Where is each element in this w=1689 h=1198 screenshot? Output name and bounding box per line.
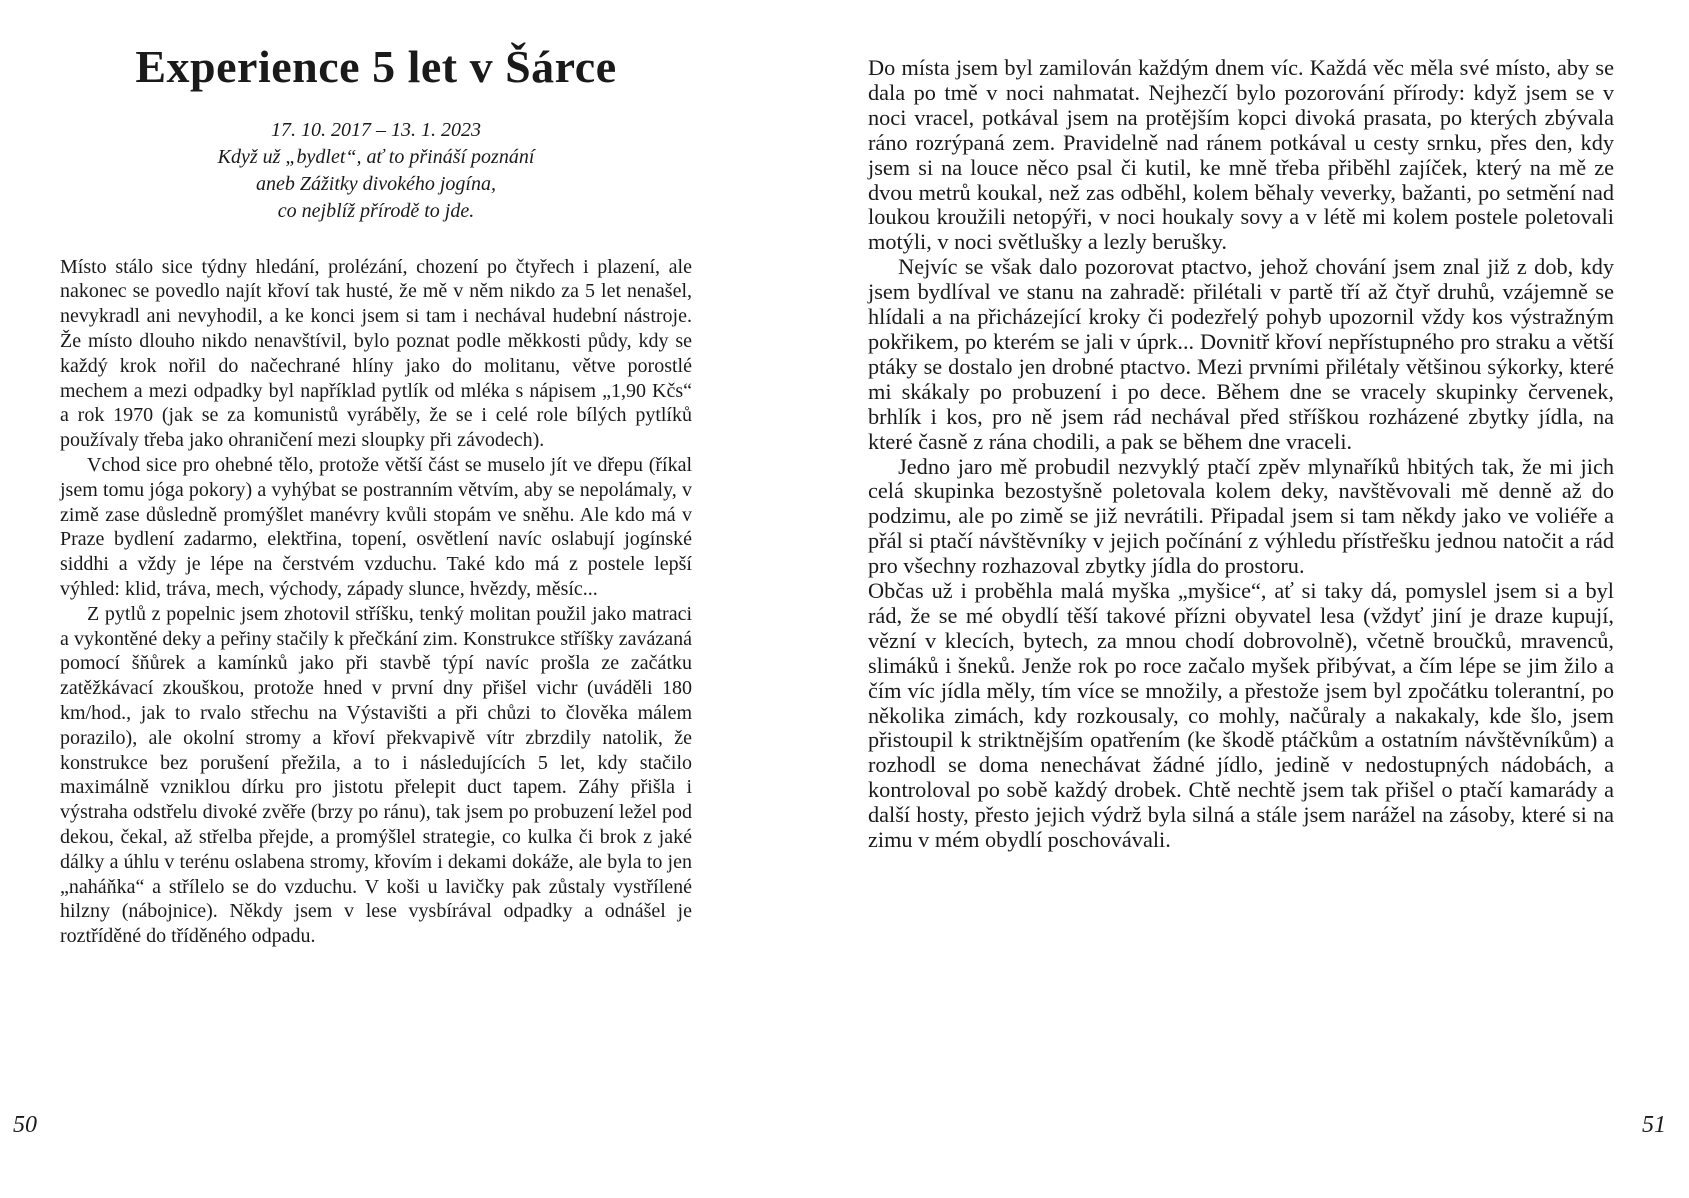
page-number-left: 50	[13, 1112, 37, 1138]
paragraph: Z pytlů z popelnic jsem zhotovil stříšku, tenký molitan použil jako matraci a vykontěné deky a peřiny stačily k přečkání zim. Konstrukce stříšky zavázaná pomocí šňůrek a kamínků jako při stavbě týpí navíc prošla ze začátku zatěžkávací zkouškou, protože hned v první dny přišel vichr (uváděli 180 km/hod., jak to rvalo střechu na Výstavišti a při chůzi to člověka málem porazilo), ale okolní stromy a křoví překvapivě vítr zbrzdily natolik, že konstrukce bez porušení přežila, a to i následujících 5 let, kdy stačilo maximálně vzniklou dírku pro jistotu přelepit duct tapem. Záhy přišla i výstraha odstřelu divoké zvěře (brzy po ránu), tak jsem po probuzení ležel pod dekou, čekal, až střelba přejde, a promýšlel strategie, co kulka či brok z jaké dálky a úhlu v terénu oslabena stromy, křovím i dekami dokáže, ale byla to jen „naháňka“ a střílelo se do vzduchu. V koši u lavičky pak zůstaly vystřílené hilzny (nábojnice). Někdy jsem v lese vysbírával odpadky a odnášel je roztříděné do tříděného odpadu.	[60, 602, 692, 948]
paragraph: Nejvíc se však dalo pozorovat ptactvo, jehož chování jsem znal již z dob, kdy jsem bydlíval ve stanu na zahradě: přilétali v partě tří až čtyř druhů, vzájemně se hlídali a na přicházející kroky či podezřelý pohyb upozornil vždy kos výstražným pokřikem, po kterém se jali v úprk... Dovnitř křoví nepřístupného pro straku a větší ptáky se dostalo jen drobné ptactvo. Mezi prvními přilétaly většinou sýkorky, které mi skákaly po probuzení i po dece. Během dne se vracely skupinky červenek, brhlík i kos, pro ně jsem rád nechával před stříškou rozházené zbytky jídla, na které časně z rána chodili, a pak se během dne vraceli.	[868, 254, 1614, 454]
chapter-subtitle	[60, 117, 692, 225]
left-page	[0, 0, 760, 1198]
left-page-body	[60, 255, 692, 949]
right-page	[845, 0, 1689, 1198]
page-number-right: 51	[1642, 1112, 1666, 1138]
left-page-text-column	[60, 42, 692, 949]
subtitle-line: aneb Zážitky divokého jogína,	[256, 172, 496, 195]
paragraph: Místo stálo sice týdny hledání, prolézání, chození po čtyřech i plazení, ale nakonec se povedlo najít křoví tak husté, že mě v něm nikdo za 5 let nenašel, nevykradl ani nevyhodil, a ke konci jsem si tam i nechával hudební nástroje. Že místo dlouho nikdo nenavštívil, bylo poznat podle měkkosti půdy, kdy se každý krok nořil do načechrané hlíny jako do molitanu, větve porostlé mechem a mezi odpadky byl například pytlík od mléka s nápisem „1,90 Kčs“ a rok 1970 (jak se za komunistů vyráběly, že se i celé role bílých pytlíků používaly třeba jako ohraničení mezi sloupky při závodech).	[60, 255, 692, 452]
subtitle-line: co nejblíž přírodě to jde.	[277, 199, 475, 222]
paragraph: Jedno jaro mě probudil nezvyklý ptačí zpěv mlynaříků hbitých tak, že mi jich celá skupinka bezostyšně poletovala kolem deky, navštěvovali mě denně až do podzimu, ale po zimě se již nevrátili. Připadal jsem si tam někdy jako ve voliéře a přál si ptačí návštěvníky v jejich počínání z výhledu přístřešku jednou natočit a rád pro všechny rozhazoval zbytky jídla do prostoru.	[868, 453, 1614, 579]
paragraph: Vchod sice pro ohebné tělo, protože větší část se muselo jít ve dřepu (říkal jsem tomu jóga pokory) a vyhýbat se postranním větvím, aby se nepolámaly, v zimě zase důsledně promýšlet manévry kvůli stopám ve sněhu. Ale kdo má v Praze bydlení zadarmo, elektřina, topení, osvětlení navíc oslabují jogínské siddhi a vždy je lépe na čerstvém vzduchu. Také kdo má z postele lepší výhled: klid, tráva, mech, východy, západy slunce, hvězdy, měsíc...	[60, 453, 692, 600]
paragraph: Občas už i proběhla malá myška „myšice“, ať si taky dá, pomyslel jsem si a byl rád, že se mé obydlí těší takové přízni obyvatel lesa (vždyť jiní je draze kupují, vězní v klecích, bytech, za mnou chodí dobrovolně), včetně broučků, mravenců, slimáků i šneků. Jenže rok po roce začalo myšek přibývat, a čím lépe se jim žilo a čím víc jídla měly, tím více se množily, a přestože jsem byl zpočátku tolerantní, po několika zimách, kdy rozkousaly, co mohly, načůraly a nakakaly, kde šlo, jsem přistoupil k striktnějším opatřením (ke škodě ptáčkům a ostatním návštěvníkům) a rozhodl se doma nenechávat žádné jídlo, jedině v nedostupných nádobách, a kontroloval po sobě každý drobek. Chtě nechtě jsem tak přišel o ptačí kamarády a další hosty, přesto jejich výdrž byla silná a stále jsem narážel na zásoby, které si na zimu v mém obydlí poschovávali.	[868, 578, 1614, 853]
subtitle-line: Když už „bydlet“, ať to přináší poznání	[217, 145, 535, 168]
right-page-text-column	[868, 56, 1614, 853]
subtitle-line-dates: 17. 10. 2017 – 13. 1. 2023	[271, 118, 481, 141]
chapter-title: Experience 5 let v Šárce	[135, 41, 617, 92]
paragraph: Do místa jsem byl zamilován každým dnem víc. Každá věc měla své místo, aby se dala po tmě v noci nahmatat. Nejhezčí bylo pozorování přírody: když jsem se v noci vracel, potkával jsem na protějším kopci divoká prasata, po kterých zbývala ráno rozrýpaná zem. Pravidelně nad ránem potkával u cesty srnku, přes den, kdy jsem si na louce něco psal či kutil, ke mně třeba přiběhl zajíček, který na mě ze dvou metrů koukal, než zas odběhl, kolem běhaly veverky, bažanti, po setmění nad loukou kroužili netopýři, v noci houkaly sovy a v létě mi kolem postele poletovali motýli, v noci světlušky a lezly berušky.	[868, 55, 1614, 255]
